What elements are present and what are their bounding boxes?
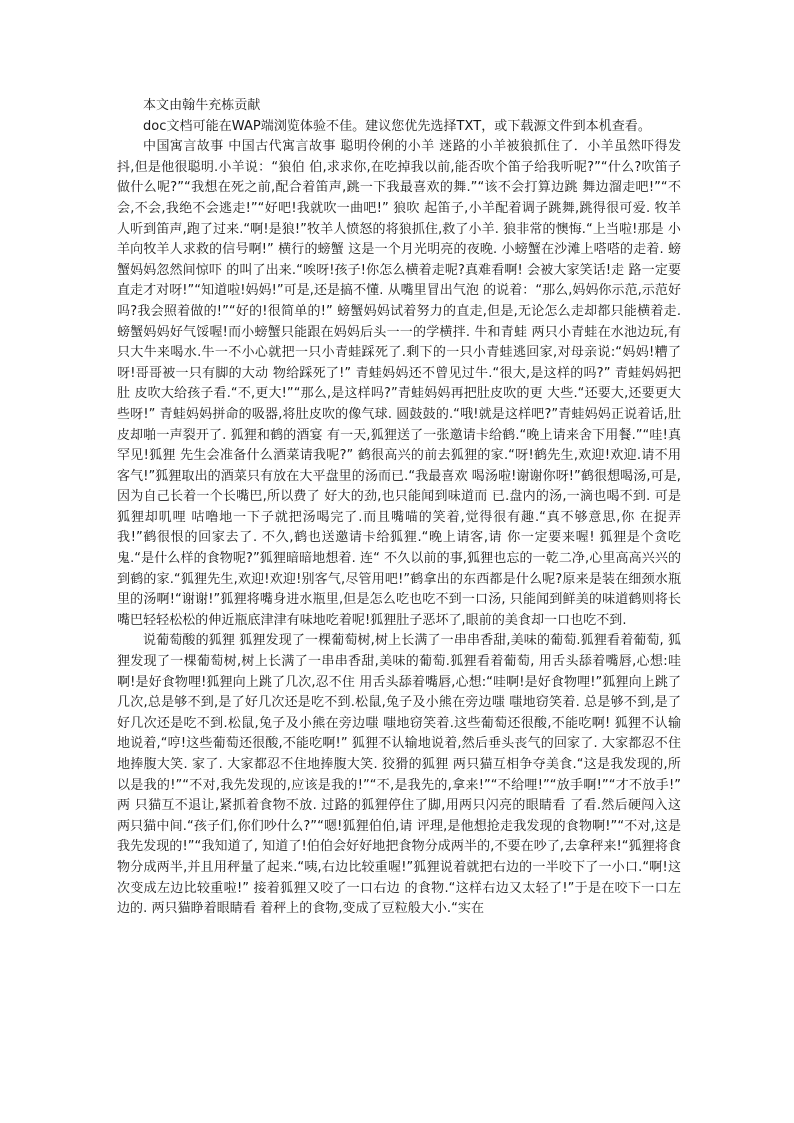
format-notice: doc文档可能在WAP端浏览体验不佳。建议您优先选择TXT，或下载源文件到本机查看。: [143, 118, 651, 134]
story-paragraph-1: 中国寓言故事 中国古代寓言故事 聪明伶俐的小羊 迷路的小羊被狼抓住了．小羊虽然吓得发抖,但是他很聪明.小羊说：“狼伯 伯,求求你,在吃掉我以前,能否吹个笛子给我听呢?”“什么?吹笛子做什么呢?”“我想在死之前,配合着笛声,跳一下我最喜欢的舞.”“该不会打算边跳 舞边溜走吧!”“不会,不会,我绝不会逃走!”“好吧!我就吹一曲吧!” 狼吹 起笛子,小羊配着调子跳舞,跳得很可爱. 牧羊人听到笛声,跑了过来.“啊!是狼!”牧羊人愤怒的将狼抓住,救了小羊. 狼非常的懊悔.“上当啦!那是 小羊向牧羊人求救的信号啊!” 横行的螃蟹 这是一个月光明亮的夜晚. 小螃蟹在沙滩上嗒嗒的走着. 螃蟹妈妈忽然间惊吓 的叫了出来.“唉呀!孩子!你怎么横着走呢?真难看啊! 会被大家笑话!走 路一定要直走才对呀!”“知道啦!妈妈!”可是,还是搞不懂. 从嘴里冒出气泡 的说着：“那么,妈妈你示范,示范好吗?我会照着做的!”“好的!很简单的!” 螃蟹妈妈试着努力的直走,但是,无论怎么走却都只能横着走. 螃蟹妈妈好气馁喔!而小螃蟹只能跟在妈妈后头一一的学横拌. 牛和青蛙 两只小青蛙在水池边玩,有只大牛来喝水.牛一不小心就把一只小青蛙踩死了.剩下的一只小青蛙逃回家,对母亲说:“妈妈!糟了呀!哥哥被一只有脚的大动 物给踩死了!” 青蛙妈妈还不曾见过牛.“很大,是这样的吗?” 青蛙妈妈把肚 皮吹大给孩子看.“不,更大!”“那么,是这样吗?”青蛙妈妈再把肚皮吹的更 大些.“还要大,还要更大些呀!” 青蛙妈妈拼命的吸器,将肚皮吹的像气球. 圆鼓鼓的.“哦!就是这样吧?”青蛙妈妈正说着话,肚皮却啪一声裂开了. 狐狸和鹤的酒宴 有一天,狐狸送了一张邀请卡给鹤.“晚上请来舍下用餐.”“哇!真罕见!狐狸 先生会准备什么酒菜请我呢?” 鹤很高兴的前去狐狸的家.“呀!鹤先生,欢迎!欢迎.请不用客气!”狐狸取出的酒菜只有放在大平盘里的汤而已.“我最喜欢 喝汤啦!谢谢你呀!”鹤很想喝汤,可是,因为自己长着一个长嘴巴,所以费了 好大的劲,也只能闻到味道而 已.盘内的汤,一滴也喝不到. 可是狐狸却叽哩 咕噜地一下子就把汤喝完了.而且嘴喵的笑着,觉得很有趣.“真不够意思,你 在捉弄我!”鹤很恨的回家去了. 不久,鹤也送邀请卡给狐狸.“晚上请客,请 你一定要来喔! 狐狸是个贪吃鬼.“是什么样的食物呢?”狐狸暗暗地想着. 连“ 不久以前的事,狐狸也忘的一乾二净,心里高高兴兴的到鹤的家.“狐狸先生,欢迎!欢迎!别客气,尽管用吧!”鹤拿出的东西都是什么呢?原来是装在细颈水瓶里的汤啊!“谢谢!”狐狸将嘴身进水瓶里,但是怎么吃也吃不到一口汤, 只能闻到鲜美的味道鹤则将长嘴巴轻轻松松的伸近瓶底津津有味地吃着呢!狐狸肚子恶坏了,眼前的美食却一口也吃不到.: [117, 139, 681, 628]
attribution-line: 本文由翰牛充栋贡献: [143, 98, 261, 113]
document-page: [117, 96, 681, 920]
story-paragraph-2: 说葡萄酸的狐狸 狐狸发现了一棵葡萄树,树上长满了一串串香甜,美味的葡萄.狐狸看着葡萄, 狐狸发现了一棵葡萄树,树上长满了一串串香甜,美味的葡萄.狐狸看着葡萄, 用舌头舔着嘴唇,心想:哇啊!是好食物哩!狐狸向上跳了几次,忍不住 用舌头舔着嘴唇,心想:“哇啊!是好食物哩!”狐狸向上跳了几次,总是够不到,是了好几次还是吃不到.松鼠,兔子及小熊在旁边嗤 嗤地窃笑着. 总是够不到,是了好几次还是吃不到.松鼠,兔子及小熊在旁边嗤 嗤地窃笑着.这些葡萄还很酸,不能吃啊! 狐狸不认输地说着,“哼!这些葡萄还很酸,不能吃啊!” 狐狸不认输地说着,然后垂头丧气的回家了. 大家都忍不住地捧腹大笑. 家了. 大家都忍不住地捧腹大笑. 狡猾的狐狸 两只猫互相争夺美食.“这是我发现的,所以是我的!”“不对,我先发现的,应该是我的!”“不,是我先的,拿来!”“不给哩!”“放手啊!”“才不放手!” 两 只猫互不退让,紧抓着食物不放. 过路的狐狸停住了脚,用两只闪亮的眼睛看 了看.然后硬闯入这两只猫中间.“孩子们,你们吵什么?”“嗯!狐狸伯伯,请 评理,是他想抢走我发现的食物啊!”“不对,这是我先发现的!”“我知道了, 知道了!伯伯会好好地把食物分成两半的,不要在吵了,去拿秤来!“狐狸将食 物分成两半,并且用秤量了起来.“咦,右边比较重喔!”狐狸说着就把右边的一半咬下了一小口.“啊!这次变成左边比较重啦!” 接着狐狸又咬了一口右边 的食物.“这样右边又太轻了!”于是在咬下一口左边的. 两只猫睁着眼睛看 着秤上的食物,变成了豆粒般大小.“实在: [117, 633, 681, 917]
